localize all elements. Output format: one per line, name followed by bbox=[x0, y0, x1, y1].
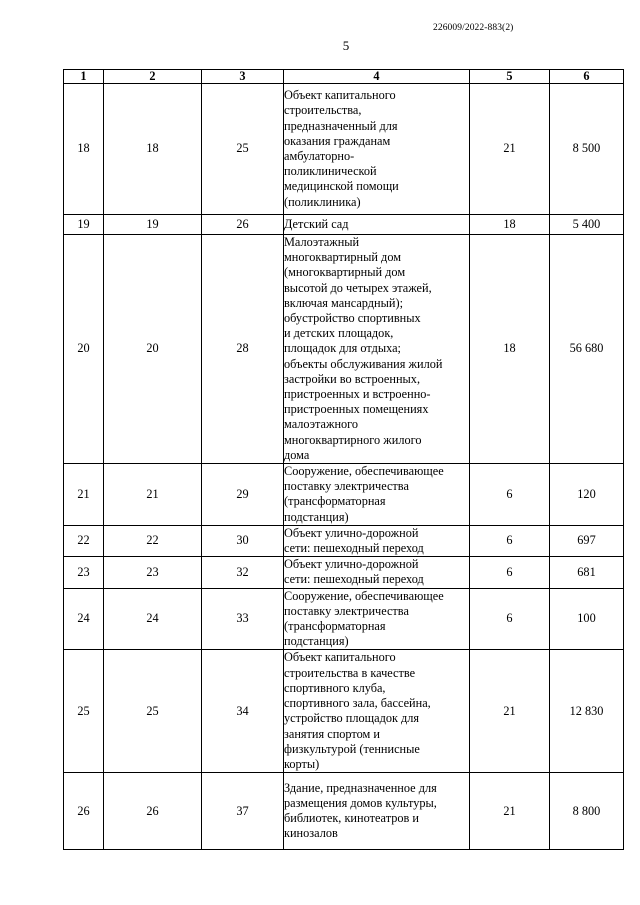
table-cell: 18 bbox=[64, 84, 104, 215]
table-cell: 20 bbox=[64, 235, 104, 464]
table-cell: 681 bbox=[550, 557, 624, 588]
table-cell: 6 bbox=[470, 525, 550, 556]
table-row bbox=[64, 773, 624, 850]
table-header-row bbox=[64, 70, 624, 84]
table-cell: 25 bbox=[202, 84, 284, 215]
table-cell-description: Объект улично-дорожной сети: пешеходный переход bbox=[284, 525, 470, 556]
table-cell: 32 bbox=[202, 557, 284, 588]
table-cell: 21 bbox=[104, 464, 202, 526]
table-cell: 28 bbox=[202, 235, 284, 464]
column-header: 4 bbox=[284, 70, 470, 84]
table-row bbox=[64, 235, 624, 464]
table-cell: 25 bbox=[64, 650, 104, 773]
table-cell-description: Объект капитального строительства в качестве спортивного клуба, спортивного зала, бассейна, устройство площадок для занятия спортом и физкультурой (теннисные корты) bbox=[284, 650, 470, 773]
data-table bbox=[63, 69, 624, 850]
table-row bbox=[64, 525, 624, 556]
page-number: 5 bbox=[342, 38, 350, 53]
table-cell: 6 bbox=[470, 464, 550, 526]
table-cell: 22 bbox=[104, 525, 202, 556]
table-cell: 34 bbox=[202, 650, 284, 773]
document-id: 226009/2022-883(2) bbox=[433, 23, 514, 33]
table-cell: 26 bbox=[104, 773, 202, 850]
table-cell: 8 800 bbox=[550, 773, 624, 850]
table-cell-description: Объект капитального строительства, предназначенный для оказания гражданам амбулаторно- поликлинической медицинской помощи (поликлиника) bbox=[284, 84, 470, 215]
table-cell-description: Объект улично-дорожной сети: пешеходный переход bbox=[284, 557, 470, 588]
table-cell: 19 bbox=[64, 215, 104, 235]
table-cell: 29 bbox=[202, 464, 284, 526]
table-cell-description: Сооружение, обеспечивающее поставку электричества (трансформаторная подстанция) bbox=[284, 588, 470, 650]
table-cell: 6 bbox=[470, 588, 550, 650]
column-header: 2 bbox=[104, 70, 202, 84]
table-row bbox=[64, 588, 624, 650]
column-header: 5 bbox=[470, 70, 550, 84]
column-header: 6 bbox=[550, 70, 624, 84]
table-cell: 24 bbox=[64, 588, 104, 650]
table-cell-description: Сооружение, обеспечивающее поставку электричества (трансформаторная подстанция) bbox=[284, 464, 470, 526]
table-row bbox=[64, 650, 624, 773]
table-cell: 697 bbox=[550, 525, 624, 556]
table-cell: 21 bbox=[470, 84, 550, 215]
table-row bbox=[64, 84, 624, 215]
table-row bbox=[64, 557, 624, 588]
table-cell: 19 bbox=[104, 215, 202, 235]
table-cell: 6 bbox=[470, 557, 550, 588]
table-cell-description: Здание, предназначенное для размещения домов культуры, библиотек, кинотеатров и кинозалов bbox=[284, 773, 470, 850]
table-cell: 23 bbox=[104, 557, 202, 588]
table-row bbox=[64, 464, 624, 526]
table-cell: 21 bbox=[64, 464, 104, 526]
table-cell: 26 bbox=[202, 215, 284, 235]
table-cell: 20 bbox=[104, 235, 202, 464]
table-cell: 100 bbox=[550, 588, 624, 650]
table-cell: 5 400 bbox=[550, 215, 624, 235]
table-row bbox=[64, 215, 624, 235]
table-cell: 25 bbox=[104, 650, 202, 773]
table-cell: 8 500 bbox=[550, 84, 624, 215]
table-cell: 18 bbox=[470, 235, 550, 464]
table-cell-description: Детский сад bbox=[284, 215, 470, 235]
table-cell: 56 680 bbox=[550, 235, 624, 464]
table-cell: 12 830 bbox=[550, 650, 624, 773]
column-header: 3 bbox=[202, 70, 284, 84]
table-cell: 22 bbox=[64, 525, 104, 556]
table-cell: 18 bbox=[104, 84, 202, 215]
table-cell: 18 bbox=[470, 215, 550, 235]
table-cell: 24 bbox=[104, 588, 202, 650]
table-cell-description: Малоэтажный многоквартирный дом (многоквартирный дом высотой до четырех этажей, включая мансардный); обустройство спортивных и детских площадок, площадок для отдыха; объекты обслуживания жилой застройки во встроенных, пристроенных и встроенно- пристроенных помещениях малоэтажного многоквартирного жилого дома bbox=[284, 235, 470, 464]
table-cell: 26 bbox=[64, 773, 104, 850]
table-cell: 21 bbox=[470, 650, 550, 773]
table-cell: 30 bbox=[202, 525, 284, 556]
table-cell: 21 bbox=[470, 773, 550, 850]
table-cell: 120 bbox=[550, 464, 624, 526]
table-cell: 37 bbox=[202, 773, 284, 850]
table-cell: 33 bbox=[202, 588, 284, 650]
column-header: 1 bbox=[64, 70, 104, 84]
table-cell: 23 bbox=[64, 557, 104, 588]
